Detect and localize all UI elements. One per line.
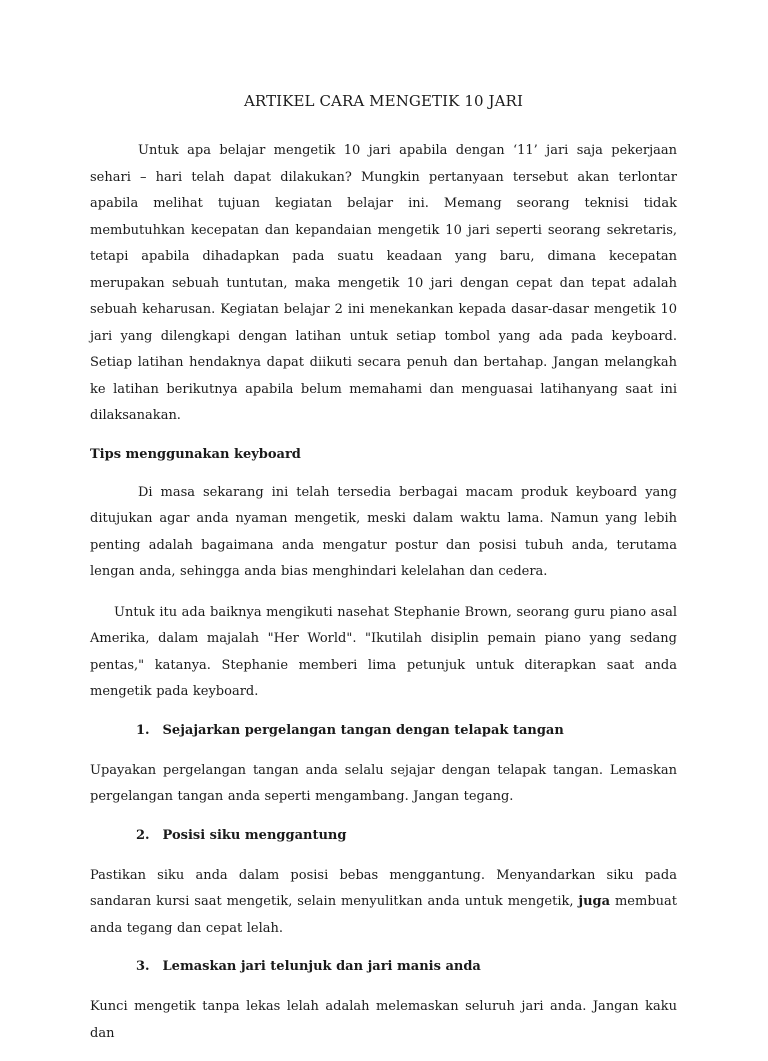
intro-paragraph: Untuk apa belajar mengetik 10 jari apabila dengan ‘11’ jari saja pekerjaan sehari – hari telah dapat dilakukan? Mungkin pertanyaan tersebut akan terlontar apabila melihat tujuan kegiatan belajar ini. Memang seorang teknisi tidak membutuhkan kecepatan dan kepandaian mengetik 10 jari seperti seorang sekretaris, tetapi apabila dihadapkan pada suatu keadaan yang baru, dimana kecepatan merupakan sebuah tuntutan, maka mengetik 10 jari dengan cepat dan tepat adalah sebuah keharusan. Kegiatan belajar 2 ini menekankan kepada dasar-dasar mengetik 10 jari yang dilengkapi dengan latihan untuk setiap tombol yang ada pada keyboard. Setiap latihan hendaknya dapat diikuti secara penuh dan bertahap. Jangan melangkah ke latihan berikutnya apabila belum memahami dan menguasai latihanyang saat ini dilaksanakan. <box>90 143 677 423</box>
tip-heading-3 <box>90 956 677 978</box>
tip-body-text: Pastikan siku anda dalam posisi bebas menggantung. Menyandarkan siku pada sandaran kursi saat mengetik, selain menyulitkan anda untuk mengetik, <box>90 867 677 909</box>
tip-body-bold-text: juga <box>578 894 611 909</box>
tip-heading-text: Lemaskan jari telunjuk dan jari manis anda <box>162 959 481 974</box>
tip-heading-text: Sejajarkan pergelangan tangan dengan telapak tangan <box>162 722 564 738</box>
tip-heading-text: Posisi siku menggantung <box>162 827 347 843</box>
section-paragraph-2: Untuk itu ada baiknya mengikuti nasehat Stephanie Brown, seorang guru piano asal Amerika, dalam majalah "Her World". "Ikutilah disiplin pemain piano yang sedang pentas," katanya. Stephanie memberi lima petunjuk untuk diterapkan saat anda mengetik pada keyboard. <box>90 604 677 699</box>
tip-body-text: membuat anda tegang dan cepat lelah. <box>90 894 677 936</box>
tip-heading-2 <box>90 825 677 847</box>
tip-heading-1 <box>90 720 677 742</box>
tip-body-2 <box>90 863 677 943</box>
tip-number: 1. <box>136 722 150 738</box>
section-heading: Tips menggunakan keyboard <box>90 446 301 462</box>
tip-body-3: Kunci mengetik tanpa lekas lelah adalah melemaskan seluruh jari anda. Jangan kaku dan <box>90 999 677 1041</box>
document-content <box>90 90 677 1061</box>
tip-number: 3. <box>136 959 150 974</box>
tip-number: 2. <box>136 827 150 843</box>
document-title: ARTIKEL CARA MENGETIK 10 JARI <box>244 92 523 110</box>
section-paragraph-1: Di masa sekarang ini telah tersedia berbagai macam produk keyboard yang ditujukan agar anda nyaman mengetik, meski dalam waktu lama. Namun yang lebih penting adalah bagaimana anda mengatur postur dan posisi tubuh anda, terutama lengan anda, sehingga anda bias menghindari kelelahan dan cedera. <box>90 484 677 579</box>
tip-body-1: Upayakan pergelangan tangan anda selalu sejajar dengan telapak tangan. Lemaskan pergelangan tangan anda seperti mengambang. Jangan tegang. <box>90 762 677 804</box>
